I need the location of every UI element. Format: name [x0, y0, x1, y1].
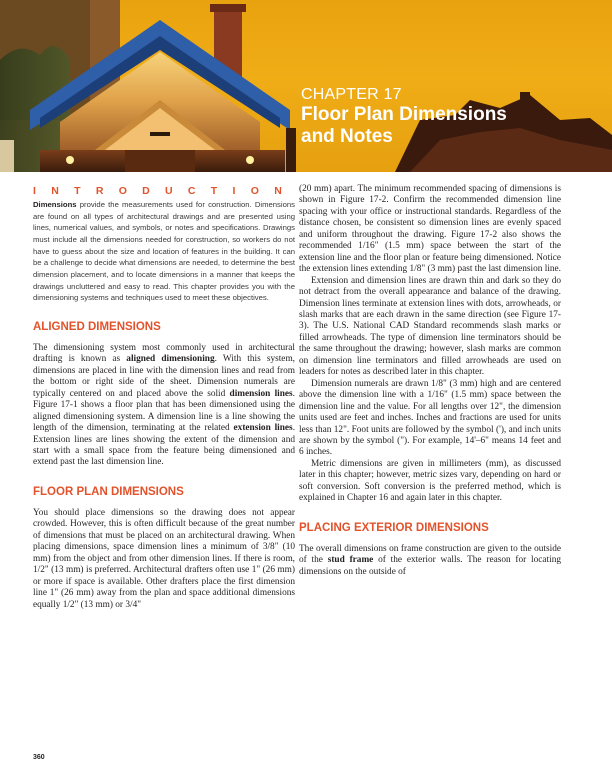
right-column	[299, 184, 561, 578]
introduction-text: provide the measurements used for construction. Dimensions are found on all types of architectural drawings and are presented using lines, numerical values, and symbols, or notes and specifications. Drawings must include all the dimensions needed for construction, so workers do not have to guess about the size and location of features in the building. It can be a challenge to decide what dimensions are needed, to determine the best dimension placement, and to locate dimensions in a manner that keeps the drawings uncluttered and easy to read. This chapter provides you with the dimensioning systems and techniques used to meet these objectives.	[33, 200, 295, 303]
page-number: 360	[33, 754, 45, 761]
floor-plan-dimensions-heading: FLOOR PLAN DIMENSIONS	[33, 485, 184, 498]
placing-exterior-dimensions-heading: PLACING EXTERIOR DIMENSIONS	[299, 521, 489, 534]
chapter-banner	[0, 0, 612, 172]
aligned-text-4: . Extension lines are lines showing the extent of the dimension and start with a small space from the feature being dimensioned and extend past the last dimension line.	[33, 423, 296, 468]
chapter-title-line2: and Notes	[301, 126, 393, 147]
chapter-title	[301, 104, 601, 148]
exterior-text-2: of the exterior walls. The reason for locating dimensions on the outside of	[299, 555, 562, 577]
aligned-term-extension-lines: extension lines	[233, 423, 293, 434]
introduction-paragraph	[33, 199, 295, 304]
exterior-text-1: The overall dimensions on frame construction are given to the outside of the	[299, 543, 561, 566]
aligned-dimensions-paragraph	[33, 343, 295, 469]
chapter-title-line1: Floor Plan Dimensions	[301, 104, 507, 125]
dimension-numerals-paragraph: Dimension numerals are drawn 1/8" (3 mm) high and are centered above the dimension line with a 1/16" (1.5 mm) space between the dimension line and the value. For all lengths over 12", the dimension units used are feet and inches. Inches and fractions are used for units less than 12". Foot units are followed by the symbol ('), and inch units are shown by the symbol ("). For example, 14'–6" means 14 feet and 6 inches.	[299, 378, 561, 458]
metric-dimensions-paragraph: Metric dimensions are given in millimeters (mm), as discussed later in this chapter; however, metric sizes vary, depending on hard or soft conversion. Soft conversion is the preferred method, which is explained in Chapter 16 and again later in this chapter.	[299, 458, 561, 504]
exterior-term-stud-frame: stud frame	[327, 555, 374, 566]
aligned-text-1: The dimensioning system most commonly used in architectural drafting is known as	[33, 342, 295, 365]
chapter-label: CHAPTER 17	[301, 86, 402, 103]
left-column	[33, 184, 298, 611]
aligned-term-aligned-dimensioning: aligned dimensioning	[126, 354, 215, 365]
aligned-dimensions-heading: ALIGNED DIMENSIONS	[33, 320, 161, 333]
floor-plan-dimensions-paragraph: You should place dimensions so the drawing does not appear crowded. However, this is often difficult because of the great number of dimensions that must be placed on an architectural drawing. When placing dimensions, space dimension lines a minimum of 3/8" (10 mm) from the object and from other dimension lines. If there is room, 1/2" (13 mm) is preferred. Architectural drafters often use 1" (26 mm) or more if space is available. Other drafters place the first dimension line 1" (26 mm) away from the plan and space additional dimensions equally 1/2" (13 mm) or 3/4"	[33, 507, 295, 610]
extension-lines-paragraph: Extension and dimension lines are drawn thin and dark so they do not detract from the overall appearance and balance of the drawing. Dimension lines terminate at extension lines with dots, arrowheads, or slash marks that are each drawn in the same direction (see Figure 17-3). The U.S. National CAD Standard recommends slash marks or filled arrowheads. The type of dimension line terminators should be the same throughout the drawing; however, slash marks are common on dimension line terminators and filled arrowheads are used on leaders for notes as described later in this chapter.	[299, 275, 561, 378]
introduction-lead-term: Dimensions	[33, 200, 77, 209]
aligned-text-2: . With this system, dimensions are placed in line with the dimension lines and read from the bottom or right side of the sheet. Dimension numerals are typically centered on and placed above the solid	[33, 354, 295, 399]
introduction-heading: INTRODUCTION	[33, 185, 298, 197]
aligned-text-3: . Figure 17-1 shows a floor plan that has been dimensioned using the aligned dimensioning system. A dimension line is a line showing the length of the dimension, terminating at the related	[33, 388, 295, 434]
aligned-term-dimension-lines: dimension lines	[229, 388, 293, 399]
exterior-dimensions-paragraph	[299, 544, 561, 578]
spacing-paragraph: (20 mm) apart. The minimum recommended spacing of dimensions is shown in Figure 17-2. Confirm the recommended dimension line spacing with your office or instructional standards. Regardless of the distance chosen, be consistent so dimension lines are evenly spaced and uniform throughout the drawing. Figure 17-2 also shows the recommended 1/16" (1.5 mm) space between the start of the extension line and the floor plan or feature being dimensioned. Notice the extension lines extending 1/8" (3 mm) past the last dimension line.	[299, 184, 561, 275]
